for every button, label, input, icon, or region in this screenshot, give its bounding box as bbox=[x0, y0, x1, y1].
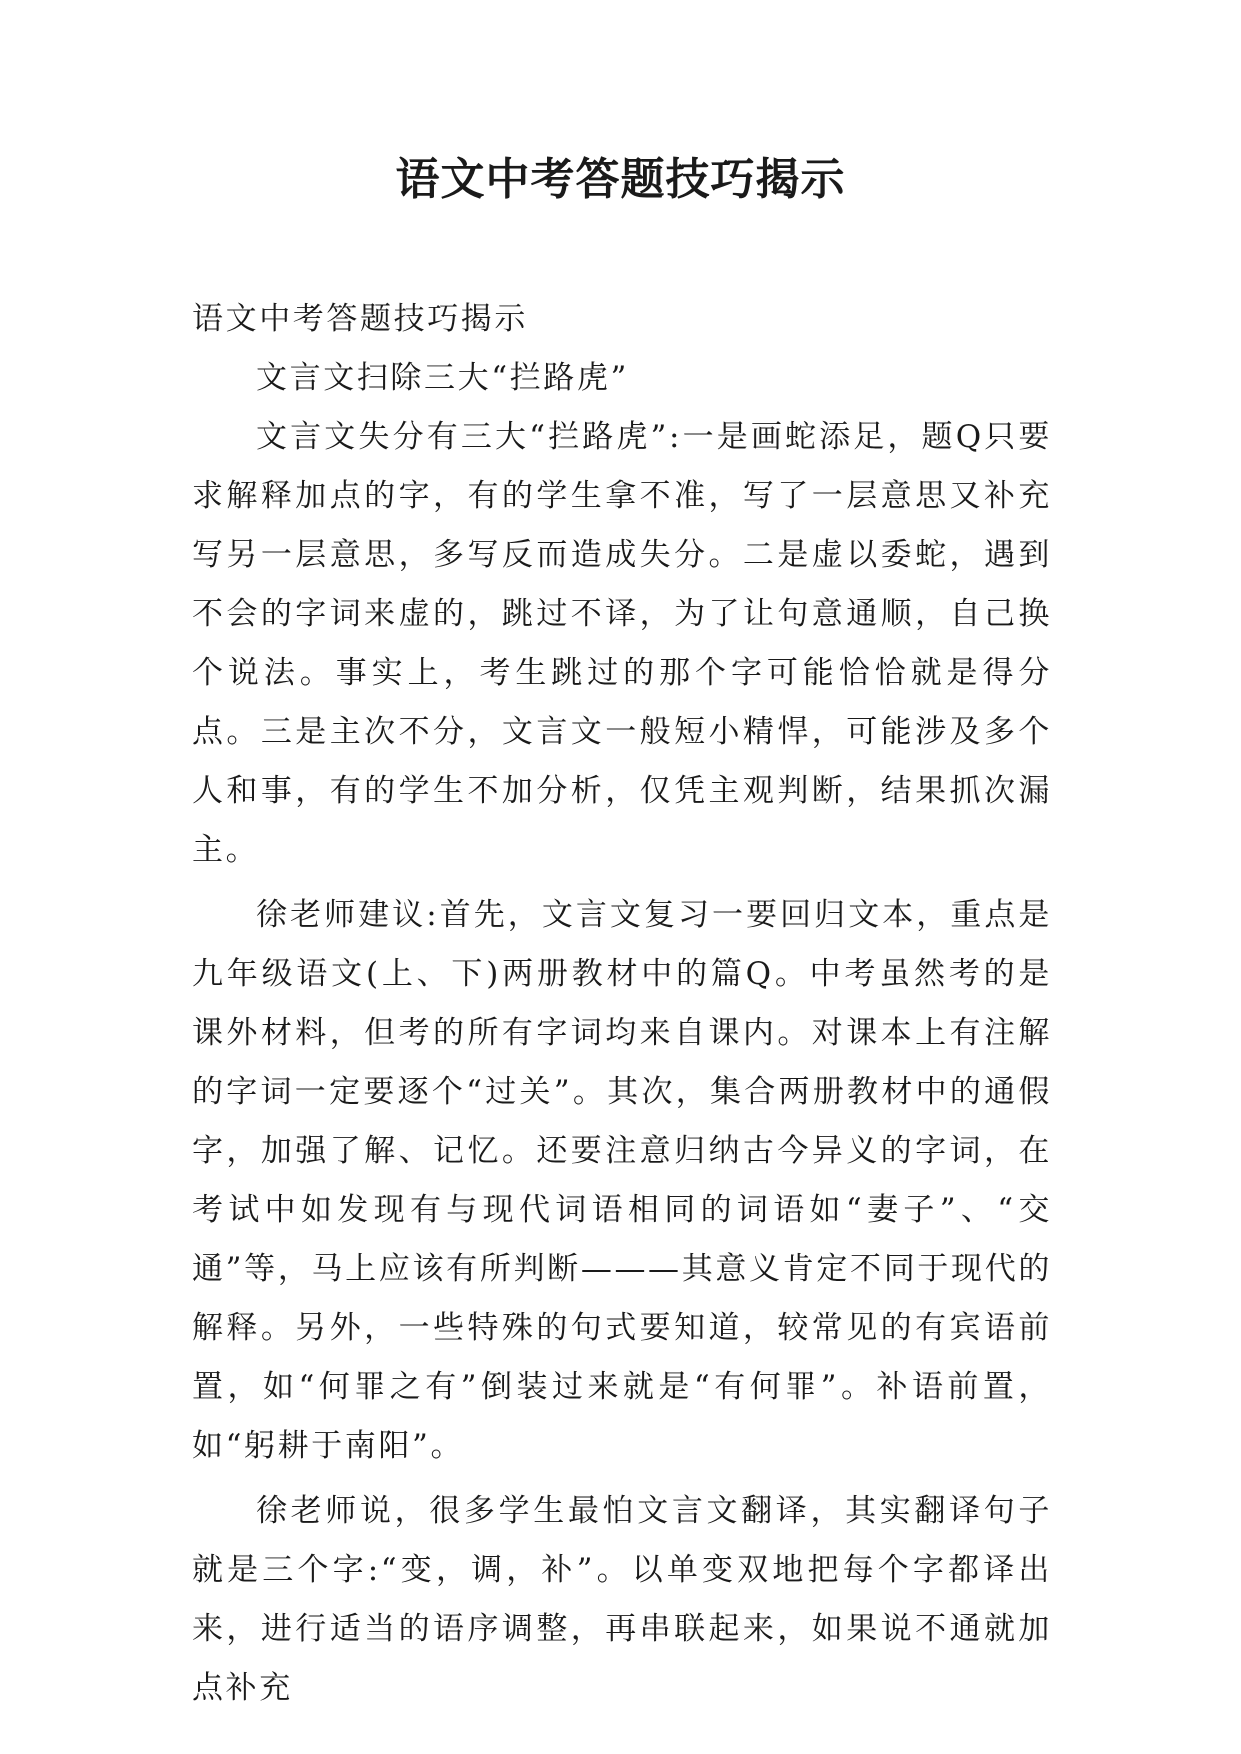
section-heading: 文言文扫除三大“拦路虎” bbox=[256, 360, 629, 396]
lead-line: 语文中考答题技巧揭示 bbox=[192, 301, 528, 337]
document-title: 语文中考答题技巧揭示 bbox=[395, 154, 846, 205]
paragraph-3: 徐老师说，很多学生最怕文言文翻译，其实翻译句子就是三个字:“变，调，补”。以单变双地把每个字都译出来，进行适当的语序调整，再串联起来，如果说不通就加点补充 bbox=[192, 1493, 1052, 1706]
paragraph-2: 徐老师建议:首先，文言文复习一要回归文本，重点是九年级语文(上、下)两册教材中的篇Q。中考虽然考的是课外材料，但考的所有字词均来自课内。对课本上有注解的字词一定要逐个“过关”。其次，集合两册教材中的通假字，加强了解、记忆。还要注意归纳古今异义的字词，在考试中如发现有与现代词语相同的词语如“妻子”、“交通”等，马上应该有所判断———其意义肯定不同于现代的解释。另外，一些特殊的句式要知道，较常见的有宾语前置，如“何罪之有”倒装过来就是“有何罪”。补语前置，如“躬耕于南阳”。 bbox=[192, 897, 1052, 1464]
document-body bbox=[192, 290, 1052, 1718]
paragraph-1: 文言文失分有三大“拦路虎”:一是画蛇添足，题Q只要求解释加点的字，有的学生拿不准，写了一层意思又补充写另一层意思，多写反而造成失分。二是虚以委蛇，遇到不会的字词来虚的，跳过不译，为了让句意通顺，自己换个说法。事实上，考生跳过的那个字可能恰恰就是得分点。三是主次不分，文言文一般短小精悍，可能涉及多个人和事，有的学生不加分析，仅凭主观判断，结果抓次漏主。 bbox=[192, 419, 1052, 868]
